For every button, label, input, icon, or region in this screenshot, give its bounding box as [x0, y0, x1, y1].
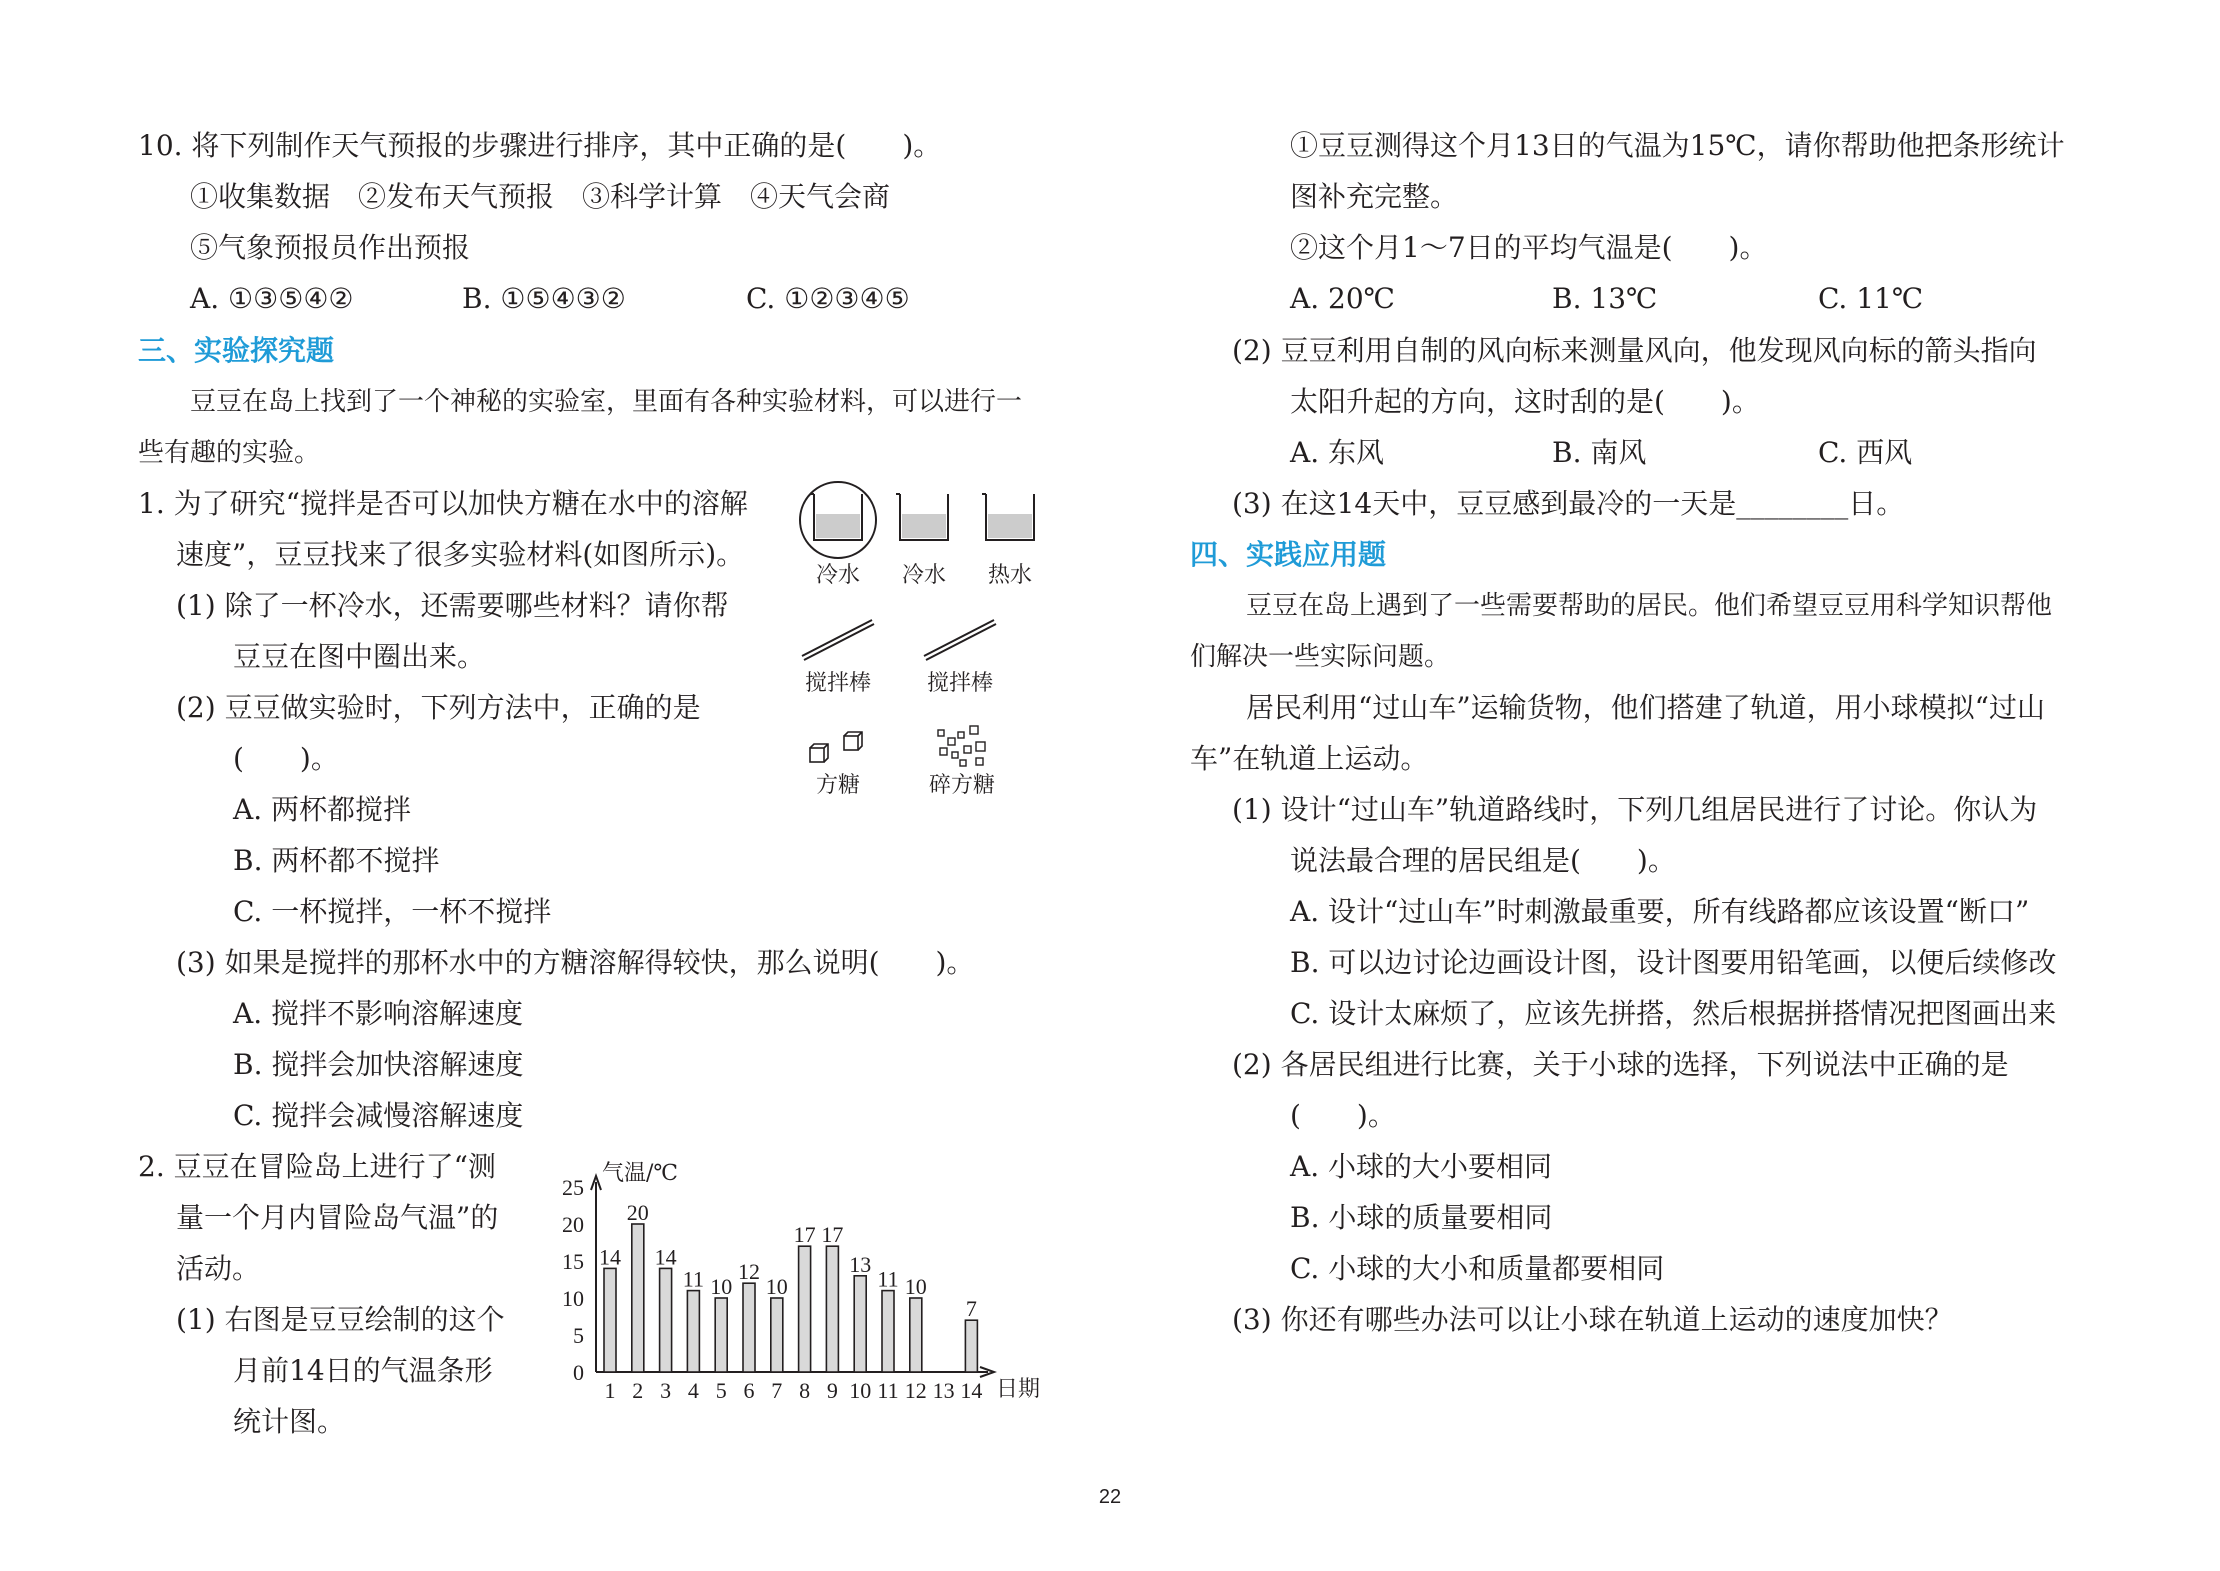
x-tick-label: 14	[960, 1378, 983, 1403]
q10-option-a[interactable]: A. ①③⑤④②	[190, 282, 354, 315]
q2-part1-line1: (1) 右图是豆豆绘制的这个	[176, 1303, 505, 1336]
bar-day-14	[965, 1320, 977, 1372]
bar-value-label: 13	[849, 1251, 872, 1277]
q1-part2-option-a[interactable]: A. 两杯都搅拌	[233, 793, 412, 826]
x-tick-label: 8	[799, 1378, 811, 1403]
q1-part3-option-b[interactable]: B. 搅拌会加快溶解速度	[233, 1048, 524, 1081]
q2-part3[interactable]: (3) 在这14天中，豆豆感到最冷的一天是________日。	[1232, 487, 1905, 520]
x-tick-label: 6	[743, 1378, 755, 1403]
x-tick-label: 5	[715, 1378, 727, 1403]
stir-rod-label-2: 搅拌棒	[926, 671, 994, 696]
bar-value-label: 12	[738, 1259, 760, 1285]
bar-value-label: 11	[877, 1266, 899, 1292]
s4-part2-line1: (2) 各居民组进行比赛，关于小球的选择，下列说法中正确的是	[1232, 1048, 2009, 1081]
bar-value-label: 10	[710, 1274, 733, 1299]
q2-s1-line1: ①豆豆测得这个月13日的气温为15℃，请你帮助他把条形统计	[1290, 129, 2065, 162]
x-tick-label: 9	[826, 1378, 838, 1403]
x-tick-label: 2	[632, 1378, 644, 1403]
bar-day-6	[743, 1283, 755, 1372]
x-tick-label: 13	[932, 1378, 955, 1403]
q2-stem-line3: 活动。	[176, 1252, 261, 1285]
bar-day-12	[910, 1298, 922, 1372]
bar-day-10	[854, 1276, 866, 1372]
stir-rod-label-1: 搅拌棒	[804, 671, 872, 696]
bar-day-8	[799, 1246, 811, 1372]
y-tick-label: 5	[573, 1323, 584, 1348]
q2-part2-line1: (2) 豆豆利用自制的风向标来测量风向，他发现风向标的箭头指向	[1232, 334, 2037, 367]
q1-part2-option-c[interactable]: C. 一杯搅拌，一杯不搅拌	[233, 895, 552, 928]
q10-option-b[interactable]: B. ①⑤④③②	[462, 282, 626, 315]
x-tick-label: 4	[687, 1378, 699, 1403]
bar-day-11	[882, 1291, 894, 1372]
section4-intro-line3: 居民利用“过山车”运输货物，他们搭建了轨道，用小球模拟“过山	[1246, 691, 2045, 724]
s4-part1-line1: (1) 设计“过山车”轨道路线时，下列几组居民进行了讨论。你认为	[1232, 793, 2038, 826]
crushed-sugar[interactable]	[938, 726, 985, 766]
bar-day-2	[632, 1224, 644, 1372]
s4-part2-option-a[interactable]: A. 小球的大小要相同	[1290, 1150, 1553, 1183]
q1-part3-stem: (3) 如果是搅拌的那杯水中的方糖溶解得较快，那么说明( )。	[176, 946, 975, 979]
x-tick-label: 3	[660, 1378, 672, 1403]
cold-water-label-2: 冷水	[901, 563, 947, 588]
hot-water-beaker[interactable]	[982, 494, 1034, 540]
stir-rod-1[interactable]	[802, 620, 874, 660]
q2-part2-option-a[interactable]: A. 东风	[1290, 436, 1385, 469]
x-tick-label: 12	[904, 1378, 927, 1403]
bar-day-5	[715, 1298, 727, 1372]
s4-part1-option-c[interactable]: C. 设计太麻烦了，应该先拼搭，然后根据拼搭情况把图画出来	[1290, 997, 2057, 1030]
bar-value-label: 11	[682, 1266, 704, 1292]
stir-rod-2[interactable]	[924, 620, 996, 660]
y-tick-label: 0	[573, 1360, 584, 1385]
q1-part2-line2: ( )。	[233, 742, 339, 775]
section3-intro-line1: 豆豆在岛上找到了一个神秘的实验室，里面有各种实验材料，可以进行一	[190, 387, 1023, 417]
q2-s2-option-c[interactable]: C. 11℃	[1818, 282, 1924, 315]
x-tick-label: 7	[771, 1378, 783, 1403]
bar-day-4	[687, 1291, 699, 1372]
q2-stem-line2: 量一个月内冒险岛气温”的	[176, 1201, 499, 1234]
bar-day-9	[826, 1246, 838, 1372]
q1-part2-option-b[interactable]: B. 两杯都不搅拌	[233, 844, 440, 877]
y-axis-label: 气温/℃	[602, 1161, 679, 1186]
section3-heading: 三、实验探究题	[138, 334, 335, 367]
temperature-bar-chart	[540, 1150, 1060, 1420]
section4-heading: 四、实践应用题	[1190, 538, 1387, 571]
bar-value-label: 7	[965, 1296, 977, 1322]
q1-part1-line2: 豆豆在图中圈出来。	[233, 640, 486, 673]
s4-part1-option-a[interactable]: A. 设计“过山车”时刺激最重要，所有线路都应该设置“断口”	[1290, 895, 2030, 928]
section4-intro-line2: 们解决一些实际问题。	[1190, 642, 1451, 672]
bar-value-label: 10	[765, 1274, 788, 1299]
q2-stem-line1: 2. 豆豆在冒险岛上进行了“测	[138, 1150, 496, 1183]
s4-part1-option-b[interactable]: B. 可以边讨论边画设计图，设计图要用铅笔画，以便后续修改	[1290, 946, 2057, 979]
section4-intro-line4: 车”在轨道上运动。	[1190, 742, 1429, 775]
bar-day-1	[604, 1268, 616, 1372]
q2-part1-line3: 统计图。	[233, 1405, 346, 1438]
q1-stem-line2: 速度”，豆豆找来了很多实验材料(如图所示)。	[176, 538, 745, 571]
bar-value-label: 17	[793, 1222, 816, 1248]
q1-part3-option-a[interactable]: A. 搅拌不影响溶解速度	[233, 997, 524, 1030]
x-tick-label: 10	[849, 1378, 872, 1403]
crushed-sugar-label: 碎方糖	[928, 773, 996, 798]
bar-day-3	[660, 1268, 672, 1372]
x-tick-label: 1	[604, 1378, 616, 1403]
page-number: 22	[1098, 1486, 1122, 1508]
s4-part1-line2: 说法最合理的居民组是( )。	[1290, 844, 1676, 877]
q10-steps-line1: ①收集数据 ②发布天气预报 ③科学计算 ④天气会商	[190, 180, 891, 213]
section3-intro-line2: 些有趣的实验。	[138, 438, 321, 468]
q10-steps-line2: ⑤气象预报员作出预报	[190, 231, 471, 264]
q1-stem-line1: 1. 为了研究“搅拌是否可以加快方糖在水中的溶解	[138, 487, 748, 520]
bar-value-label: 14	[654, 1244, 677, 1270]
q1-part2-line1: (2) 豆豆做实验时，下列方法中，正确的是	[176, 691, 701, 724]
x-tick-label: 11	[877, 1378, 899, 1403]
q2-part2-line2: 太阳升起的方向，这时刮的是( )。	[1290, 385, 1760, 418]
sugar-label: 方糖	[815, 773, 861, 798]
y-tick-label: 15	[562, 1249, 584, 1274]
q2-part2-option-b[interactable]: B. 南风	[1552, 436, 1647, 469]
q2-s1-line2: 图补充完整。	[1290, 180, 1459, 213]
y-tick-label: 10	[562, 1286, 584, 1311]
sugar-cubes[interactable]	[810, 732, 862, 762]
q10-option-c[interactable]: C. ①②③④⑤	[746, 282, 910, 315]
bar-day-7	[771, 1298, 783, 1372]
cold-water-beaker[interactable]	[896, 494, 948, 540]
q2-s2-option-a[interactable]: A. 20℃	[1290, 282, 1395, 315]
cold-water-label-1: 冷水	[815, 563, 861, 588]
s4-part3: (3) 你还有哪些办法可以让小球在轨道上运动的速度加快？	[1232, 1303, 1953, 1336]
bar-value-label: 14	[599, 1244, 621, 1270]
section4-intro-line1: 豆豆在岛上遇到了一些需要帮助的居民。他们希望豆豆用科学知识帮他	[1246, 591, 2053, 621]
s4-part2-option-c[interactable]: C. 小球的大小和质量都要相同	[1290, 1252, 1665, 1285]
cold-water-beaker-circled[interactable]	[800, 482, 876, 558]
bar-value-label: 17	[821, 1222, 844, 1248]
q2-part1-line2: 月前14日的气温条形	[233, 1354, 493, 1387]
q2-part2-option-c[interactable]: C. 西风	[1818, 436, 1913, 469]
materials-figure	[790, 480, 1050, 810]
q2-s2-option-b[interactable]: B. 13℃	[1552, 282, 1658, 315]
x-axis-label: 日期	[996, 1377, 1041, 1402]
q10-stem: 10. 将下列制作天气预报的步骤进行排序，其中正确的是( )。	[138, 129, 942, 162]
bar-value-label: 10	[904, 1274, 927, 1299]
bar-value-label: 20	[626, 1200, 649, 1225]
q1-part1-line1: (1) 除了一杯冷水，还需要哪些材料？请你帮	[176, 589, 729, 622]
s4-part2-option-b[interactable]: B. 小球的质量要相同	[1290, 1201, 1553, 1234]
s4-part2-line2: ( )。	[1290, 1099, 1396, 1132]
q2-s2: ②这个月1～7日的平均气温是( )。	[1290, 231, 1768, 264]
q1-part3-option-c[interactable]: C. 搅拌会减慢溶解速度	[233, 1099, 524, 1132]
hot-water-label: 热水	[987, 563, 1033, 588]
y-tick-label: 20	[562, 1212, 584, 1237]
y-tick-label: 25	[562, 1175, 584, 1200]
